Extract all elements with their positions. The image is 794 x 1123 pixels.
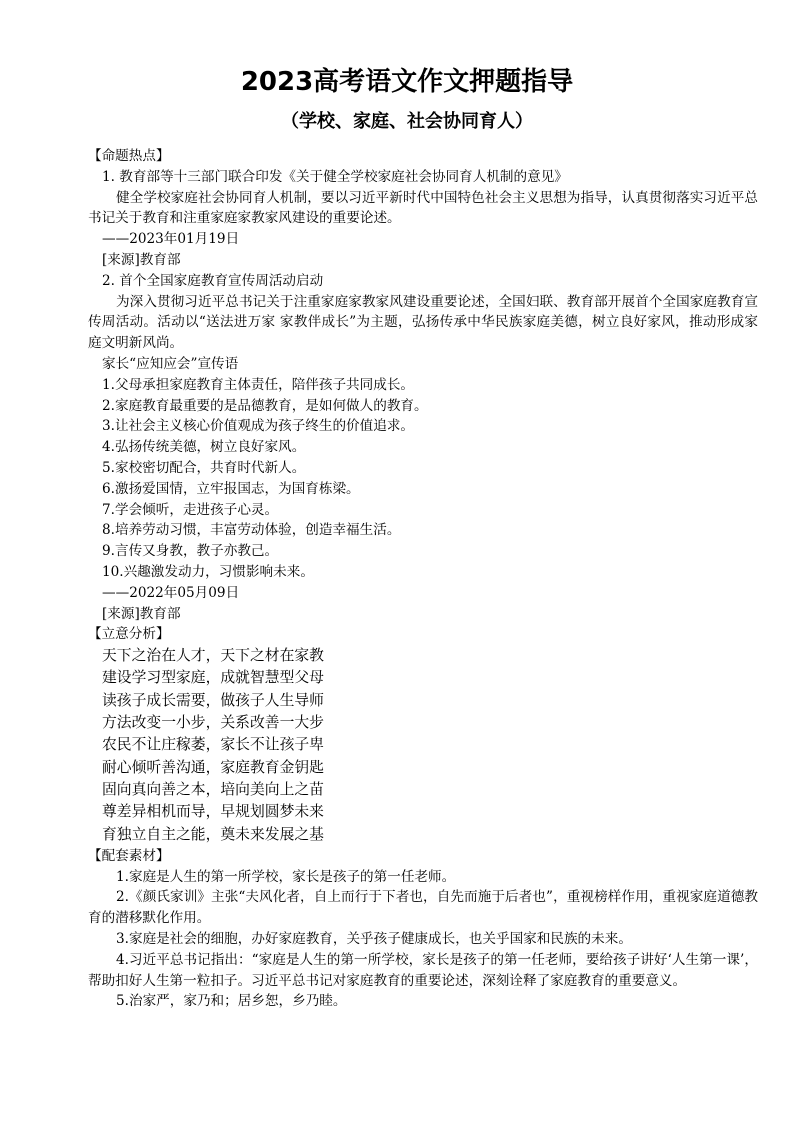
hot-topic-1-text: 健全学校家庭社会协同育人机制，要以习近平新时代中国特色社会主义思想为指导，认真贯彻落实习近平总书记关于教育和注重家庭家教家风建设的重要论述。 [88, 189, 758, 227]
section-heading-materials: 【配套素材】 [88, 847, 170, 864]
slogan-item: 8.培养劳动习惯，丰富劳动体验，创造幸福生活。 [102, 522, 401, 539]
slogan-item: 9.言传又身教，教子亦教己。 [102, 543, 279, 560]
analysis-line: 农民不让庄稼萎，家长不让孩子卑 [102, 736, 324, 754]
analysis-line: 天下之治在人才，天下之材在家教 [102, 647, 324, 665]
slogan-item: 2.家庭教育最重要的是品德教育，是如何做人的教育。 [102, 397, 428, 414]
document-subtitle: （学校、家庭、社会协同育人） [281, 111, 533, 132]
slogan-item: 6.激扬爱国情，立牢报国志，为国育栋梁。 [102, 480, 360, 497]
hot-topic-2-text: 为深入贯彻习近平总书记关于注重家庭家教家风建设重要论述，全国妇联、教育部开展首个全国家庭教育宣传周活动。活动以“送法进万家 家教伴成长”为主题，弘扬传承中华民族家庭美德，树立良好家风，推动形成家庭文明新风尚。 [88, 293, 758, 352]
analysis-line: 建设学习型家庭，成就智慧型父母 [102, 669, 324, 687]
document-title: 2023高考语文作文押题指导 [240, 67, 574, 97]
hot-topic-1-date: ——2023年01月19日 [102, 231, 240, 248]
slogan-item: 4.弘扬传统美德，树立良好家风。 [102, 439, 306, 456]
analysis-line: 读孩子成长需要，做孩子人生导师 [102, 691, 324, 709]
slogan-item: 5.家校密切配合，共育时代新人。 [102, 459, 306, 476]
material-item: 2.《颜氏家训》主张“夫风化者，自上而行于下者也，自先而施于后者也”，重视榜样作用，重视家庭道德教育的潜移默化作用。 [88, 889, 758, 927]
material-item: 4.习近平总书记指出：“家庭是人生的第一所学校，家长是孩子的第一任老师，要给孩子讲好‘人生第一课’，帮助扣好人生第一粒扣子。习近平总书记对家庭教育的重要论述，深刻诠释了家庭教育的重要意义。 [88, 951, 758, 989]
analysis-lines [88, 645, 758, 846]
material-item: 1.家庭是人生的第一所学校，家长是孩子的第一任老师。 [116, 868, 456, 885]
hot-topic-1-source: [来源]教育部 [102, 251, 181, 268]
material-item: 3.家庭是社会的细胞，办好家庭教育，关乎孩子健康成长，也关乎国家和民族的未来。 [116, 930, 632, 947]
hot-topic-2-source: [来源]教育部 [102, 605, 181, 622]
material-item: 5.治家严，家乃和；居乡恕，乡乃睦。 [116, 993, 347, 1010]
hot-topic-2-date: ——2022年05月09日 [102, 584, 240, 601]
analysis-line: 方法改变一小步，关系改善一大步 [102, 714, 324, 732]
analysis-line: 育独立自主之能，奠未来发展之基 [102, 825, 324, 843]
slogan-item: 3.让社会主义核心价值观成为孩子终生的价值追求。 [102, 418, 415, 435]
slogan-item: 1.父母承担家庭教育主体责任，陪伴孩子共同成长。 [102, 376, 415, 393]
analysis-line: 耐心倾听善沟通，家庭教育金钥匙 [102, 758, 324, 776]
slogan-heading: 家长“应知应会”宣传语 [102, 355, 239, 372]
hot-topic-2-title: 2. 首个全国家庭教育宣传周活动启动 [102, 272, 324, 289]
slogan-item: 7.学会倾听，走进孩子心灵。 [102, 501, 279, 518]
document-body [88, 146, 758, 1012]
section-heading-hot-topics: 【命题热点】 [88, 148, 170, 164]
section-heading-analysis: 【立意分析】 [88, 626, 170, 643]
hot-topic-1-title: 1. 教育部等十三部门联合印发《关于健全学校家庭社会协同育人机制的意见》 [102, 168, 568, 185]
analysis-line: 固向真向善之本，培向美向上之苗 [102, 780, 324, 798]
slogan-item: 10.兴趣激发动力，习惯影响未来。 [102, 563, 314, 580]
analysis-line: 尊差异相机而导，早规划圆梦未来 [102, 803, 324, 821]
